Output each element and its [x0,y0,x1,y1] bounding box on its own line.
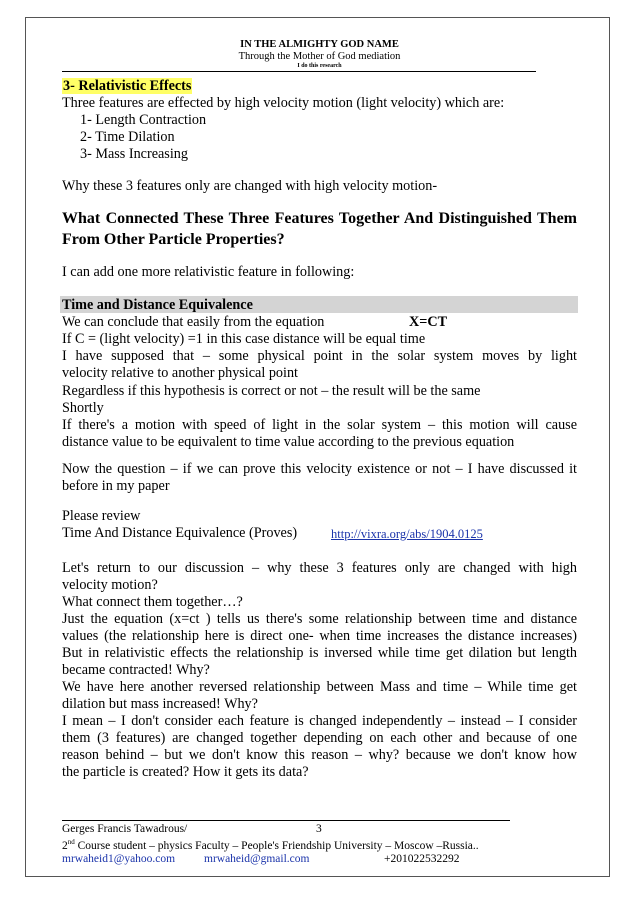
footer-contacts [62,853,175,865]
please-review-text: Please review [62,508,141,524]
course-number: 2 [62,839,68,852]
list-item: 2- Time Dilation [80,129,175,145]
section-title: 3- Relativistic Effects [63,78,192,94]
body-line: What connect them together…? [62,594,243,610]
course-text: Course student – physics Faculty – People's Friendship University – Moscow –Russia.. [74,839,479,852]
footer-phone: +201022532292 [384,853,460,865]
subsection-title: Time and Distance Equivalence [62,297,253,313]
list-item: 1- Length Contraction [80,112,207,128]
add-feature-text: I can add one more relativistic feature in following: [62,264,355,280]
body-line: We have here another reversed relationship between Mass and time – While time get [62,679,577,695]
if-there-text-a: If there's a motion with speed of light in the solar system – this motion will cause [62,417,577,433]
body-line: reason behind – but we don't know this reason – why? because we don't know how [62,747,577,763]
section-title-line [62,78,192,95]
body-line: But in relativistic effects the relationship is inversed while time get dilation but length [62,645,577,661]
conclude-text: We can conclude that easily from the equation [62,314,325,330]
question-text-a: Now the question – if we can prove this velocity existence or not – I have discussed it [62,461,577,477]
why-text: Why these 3 features only are changed with high velocity motion- [62,178,438,194]
question-heading: What Connected These Three Features Together And Distinguished Them From Other Particle Properties? [62,210,577,248]
body-line: became contracted! Why? [62,662,210,678]
body-line: dilation but mass increased! Why? [62,696,258,712]
footer-course [62,838,479,852]
header-line-3: I do this research [297,63,342,69]
list-item: 3- Mass Increasing [80,146,188,162]
question-text-b: before in my paper [62,478,170,494]
header-line-1: IN THE ALMIGHTY GOD NAME [240,39,399,50]
regardless-text: Regardless if this hypothesis is correct or not – the result will be the same [62,383,481,399]
body-line: Let's return to our discussion – why these 3 features only are changed with high [62,560,577,576]
footer-email-2 [204,853,309,865]
paper-title: Time And Distance Equivalence (Proves) [62,525,298,541]
body-line: Just the equation (x=ct ) tells us there's some relationship between time and distance [62,611,577,627]
if-c-text: If C = (light velocity) =1 in this case distance will be equal time [62,331,426,347]
body-line: I mean – I don't consider each feature is changed independently – instead – I consider [62,713,577,729]
body-line: them (3 features) are changed together depending on each other and because of one [62,730,577,746]
footer-rule [62,820,510,821]
footer-author: Gerges Francis Tawadrous/ [62,823,188,835]
email-link-1[interactable]: mrwaheid1@yahoo.com [62,853,176,865]
body-line: velocity motion? [62,577,158,593]
email-link-2[interactable]: mrwaheid@gmail.com [204,853,310,865]
supposed-text-a: I have supposed that – some physical point in the solar system moves by light [62,348,577,364]
paper-link[interactable]: http://vixra.org/abs/1904.0125 [331,527,483,541]
supposed-text-b: velocity relative to another physical point [62,365,298,381]
shortly-text: Shortly [62,400,104,416]
paper-link-line [331,526,483,543]
if-there-text-b: distance value to be equivalent to time value according to the previous equation [62,434,515,450]
header-line-2: Through the Mother of God mediation [238,51,401,62]
intro-text: Three features are effected by high velocity motion (light velocity) which are: [62,95,505,111]
course-suffix: nd [67,838,75,846]
equation: X=CT [409,314,448,330]
body-line: the particle is created? How it gets its data? [62,764,309,780]
page-number: 3 [316,823,322,835]
body-line: values (the relationship here is direct one- when time increases the distance increases) [62,628,577,644]
header-rule [62,71,536,72]
